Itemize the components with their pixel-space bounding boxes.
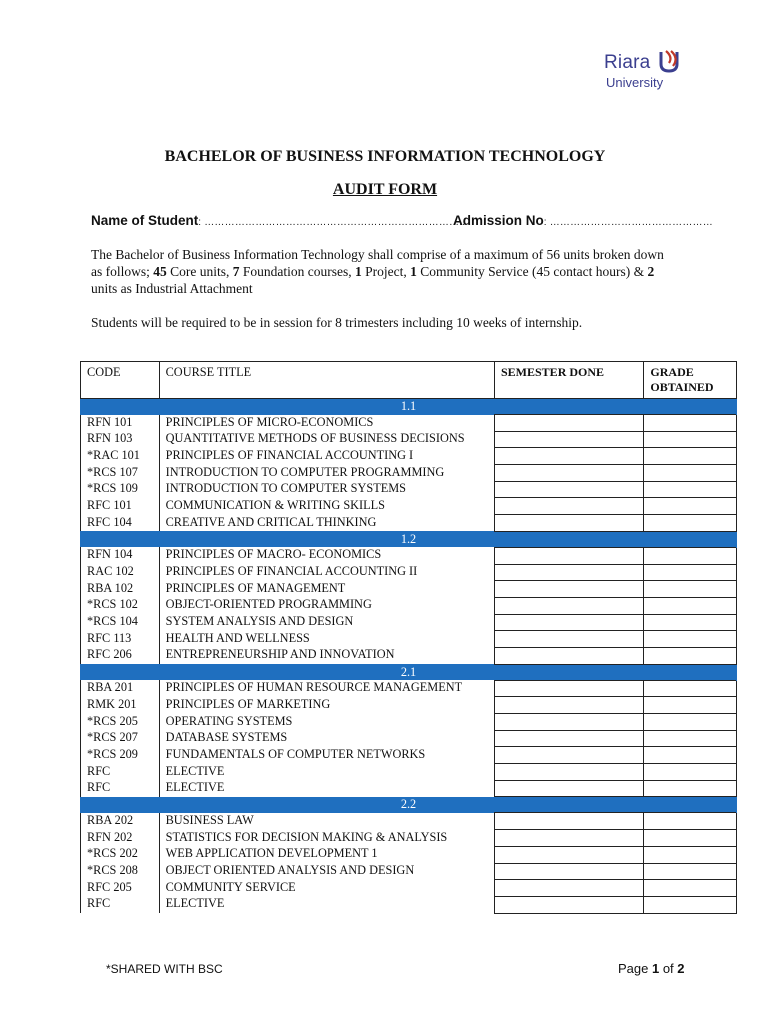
table-row	[81, 863, 737, 880]
page-number	[618, 961, 685, 976]
semester-done-cell[interactable]	[495, 465, 644, 482]
semester-done-cell[interactable]	[495, 614, 644, 631]
course-title: ELECTIVE	[159, 896, 494, 913]
section-2-1	[81, 664, 737, 797]
semester-done-cell[interactable]	[495, 498, 644, 515]
page-total: 2	[677, 961, 685, 976]
course-code: RBA 102	[81, 581, 160, 598]
section-1-1	[81, 399, 737, 532]
semester-label: 2.1	[81, 664, 737, 680]
intro-paragraph	[91, 246, 691, 297]
admission-no-label: Admission No	[453, 213, 544, 228]
course-code: RFC	[81, 896, 160, 913]
course-code: *RCS 104	[81, 614, 160, 631]
course-title: PRINCIPLES OF MACRO- ECONOMICS	[159, 547, 494, 564]
student-name-label: Name of Student	[91, 213, 199, 228]
intro-line-3: units as Industrial Attachment	[91, 281, 253, 296]
grade-obtained-cell[interactable]	[644, 747, 737, 764]
student-name-dots[interactable]: : …………………………………………………………………..	[198, 217, 466, 228]
semester-done-cell[interactable]	[495, 813, 644, 830]
course-title: PRINCIPLES OF MANAGEMENT	[159, 581, 494, 598]
semester-done-cell[interactable]	[495, 431, 644, 448]
course-title: ELECTIVE	[159, 764, 494, 781]
table-row	[81, 597, 737, 614]
semester-done-cell[interactable]	[495, 481, 644, 498]
semester-done-cell[interactable]	[495, 846, 644, 863]
table-row	[81, 846, 737, 863]
university-logo	[604, 46, 690, 96]
table-row	[81, 714, 737, 731]
community-count: 1	[410, 264, 417, 279]
grade-obtained-cell[interactable]	[644, 764, 737, 781]
header-code: CODE	[81, 362, 160, 399]
table-row	[81, 697, 737, 714]
table-row	[81, 896, 737, 913]
course-code: *RCS 102	[81, 597, 160, 614]
semester-done-cell[interactable]	[495, 764, 644, 781]
student-name-field[interactable]	[91, 213, 465, 228]
page-of: of	[659, 961, 678, 976]
table-row	[81, 830, 737, 847]
table-row	[81, 614, 737, 631]
logo-subtitle: University	[606, 75, 664, 90]
course-title: INTRODUCTION TO COMPUTER PROGRAMMING	[159, 465, 494, 482]
table-row	[81, 465, 737, 482]
foundation-count: 7	[232, 264, 240, 279]
course-title: SYSTEM ANALYSIS AND DESIGN	[159, 614, 494, 631]
table-row	[81, 780, 737, 797]
table-row	[81, 547, 737, 564]
logo-mark-icon	[657, 48, 683, 74]
table-row	[81, 481, 737, 498]
grade-obtained-cell[interactable]	[644, 581, 737, 598]
page-current: 1	[651, 961, 660, 976]
semester-done-cell[interactable]	[495, 730, 644, 747]
course-code: *RCS 208	[81, 863, 160, 880]
table-row	[81, 498, 737, 515]
table-row	[81, 764, 737, 781]
course-title: WEB APPLICATION DEVELOPMENT 1	[159, 846, 494, 863]
course-title: PRINCIPLES OF FINANCIAL ACCOUNTING II	[159, 564, 494, 581]
semester-done-cell[interactable]	[495, 896, 644, 913]
course-title: PRINCIPLES OF FINANCIAL ACCOUNTING I	[159, 448, 494, 465]
course-code: RFC 205	[81, 880, 160, 897]
course-title: FUNDAMENTALS OF COMPUTER NETWORKS	[159, 747, 494, 764]
grade-obtained-cell[interactable]	[644, 465, 737, 482]
semester-done-cell[interactable]	[495, 647, 644, 664]
course-code: *RCS 207	[81, 730, 160, 747]
grade-obtained-cell[interactable]	[644, 714, 737, 731]
table-row	[81, 813, 737, 830]
course-code: *RCS 109	[81, 481, 160, 498]
semester-done-cell[interactable]	[495, 631, 644, 648]
semester-done-cell[interactable]	[495, 747, 644, 764]
course-title: STATISTICS FOR DECISION MAKING & ANALYSIS	[159, 830, 494, 847]
course-title: CREATIVE AND CRITICAL THINKING	[159, 515, 494, 532]
course-code: RAC 102	[81, 564, 160, 581]
admission-no-field[interactable]	[453, 213, 713, 228]
semester-done-cell[interactable]	[495, 780, 644, 797]
grade-obtained-cell[interactable]	[644, 680, 737, 697]
intro-line-2-c: Project,	[361, 264, 411, 279]
table-row	[81, 730, 737, 747]
course-code: *RCS 202	[81, 846, 160, 863]
grade-obtained-cell[interactable]	[644, 564, 737, 581]
semester-done-cell[interactable]	[495, 581, 644, 598]
grade-obtained-cell[interactable]	[644, 597, 737, 614]
semester-done-cell[interactable]	[495, 597, 644, 614]
semester-label: 1.2	[81, 531, 737, 547]
course-code: *RCS 209	[81, 747, 160, 764]
semester-done-cell[interactable]	[495, 880, 644, 897]
audit-table	[80, 361, 737, 914]
industrial-count: 2	[647, 264, 655, 279]
course-code: RFC 104	[81, 515, 160, 532]
course-title: INTRODUCTION TO COMPUTER SYSTEMS	[159, 481, 494, 498]
course-title: DATABASE SYSTEMS	[159, 730, 494, 747]
grade-obtained-cell[interactable]	[644, 647, 737, 664]
session-paragraph: Students will be required to be in session for 8 trimesters including 10 weeks of internship.	[91, 315, 583, 330]
course-title: PRINCIPLES OF HUMAN RESOURCE MANAGEMENT	[159, 680, 494, 697]
form-title-text: AUDIT FORM	[332, 181, 438, 198]
grade-obtained-cell[interactable]	[644, 631, 737, 648]
semester-header-row	[81, 797, 737, 813]
course-title: COMMUNICATION & WRITING SKILLS	[159, 498, 494, 515]
course-code: *RCS 107	[81, 465, 160, 482]
header-course-title: COURSE TITLE	[159, 362, 494, 399]
semester-done-cell[interactable]	[495, 680, 644, 697]
grade-obtained-cell[interactable]	[644, 780, 737, 797]
core-units-count: 45	[153, 264, 167, 279]
course-title: BUSINESS LAW	[159, 813, 494, 830]
course-code: RFN 202	[81, 830, 160, 847]
course-code: RFC 113	[81, 631, 160, 648]
intro-line-2-a: Core units,	[166, 264, 233, 279]
form-title	[0, 181, 770, 199]
course-title: COMMUNITY SERVICE	[159, 880, 494, 897]
course-code: *RAC 101	[81, 448, 160, 465]
intro-line-2-pre: as follows;	[91, 264, 154, 279]
table-row	[81, 415, 737, 432]
course-title: PRINCIPLES OF MARKETING	[159, 697, 494, 714]
table-row	[81, 581, 737, 598]
header-semester-done: SEMESTER DONE	[495, 362, 644, 399]
table-row	[81, 647, 737, 664]
table-row	[81, 515, 737, 532]
semester-done-cell[interactable]	[495, 863, 644, 880]
table-row	[81, 880, 737, 897]
course-code: RFN 104	[81, 547, 160, 564]
semester-done-cell[interactable]	[495, 697, 644, 714]
course-code: RFC 101	[81, 498, 160, 515]
semester-header-row	[81, 531, 737, 547]
semester-done-cell[interactable]	[495, 448, 644, 465]
semester-done-cell[interactable]	[495, 415, 644, 432]
course-title: ELECTIVE	[159, 780, 494, 797]
table-row	[81, 747, 737, 764]
grade-obtained-cell[interactable]	[644, 498, 737, 515]
semester-done-cell[interactable]	[495, 515, 644, 532]
section-2-2	[81, 797, 737, 913]
grade-obtained-cell[interactable]	[644, 896, 737, 913]
semester-done-cell[interactable]	[495, 564, 644, 581]
semester-header-row	[81, 399, 737, 415]
table-row	[81, 564, 737, 581]
semester-label: 2.2	[81, 797, 737, 813]
semester-done-cell[interactable]	[495, 547, 644, 564]
grade-obtained-cell[interactable]	[644, 830, 737, 847]
project-count: 1	[355, 264, 362, 279]
section-1-2	[81, 531, 737, 664]
grade-obtained-cell[interactable]	[644, 614, 737, 631]
course-title: OBJECT ORIENTED ANALYSIS AND DESIGN	[159, 863, 494, 880]
admission-no-dots[interactable]: : …………………………………………	[543, 217, 713, 228]
table-row	[81, 431, 737, 448]
grade-obtained-cell[interactable]	[644, 481, 737, 498]
document-title: BACHELOR OF BUSINESS INFORMATION TECHNOLOGY	[164, 148, 606, 165]
header-grade-obtained: GRADE OBTAINED	[644, 362, 737, 399]
page-label: Page	[618, 961, 652, 976]
table-header-row	[81, 362, 737, 399]
course-title: HEALTH AND WELLNESS	[159, 631, 494, 648]
intro-line-2-d: Community Service (45 contact hours) &	[416, 264, 648, 279]
grade-obtained-cell[interactable]	[644, 880, 737, 897]
table-row	[81, 680, 737, 697]
semester-header-row	[81, 664, 737, 680]
course-code: RFC	[81, 780, 160, 797]
grade-obtained-cell[interactable]	[644, 730, 737, 747]
logo-name: Riara	[604, 52, 651, 73]
footer-note: *SHARED WITH BSC	[106, 962, 223, 976]
course-code: RFN 101	[81, 415, 160, 432]
course-code: *RCS 205	[81, 714, 160, 731]
grade-obtained-cell[interactable]	[644, 846, 737, 863]
course-code: RBA 202	[81, 813, 160, 830]
course-title: PRINCIPLES OF MICRO-ECONOMICS	[159, 415, 494, 432]
course-title: OBJECT-ORIENTED PROGRAMMING	[159, 597, 494, 614]
course-code: RMK 201	[81, 697, 160, 714]
grade-obtained-cell[interactable]	[644, 415, 737, 432]
semester-label: 1.1	[81, 399, 737, 415]
grade-obtained-cell[interactable]	[644, 863, 737, 880]
course-title: ENTREPRENEURSHIP AND INNOVATION	[159, 647, 494, 664]
course-code: RFN 103	[81, 431, 160, 448]
intro-line-1: The Bachelor of Business Information Technology shall comprise of a maximum of 56 units broken down	[91, 247, 664, 262]
grade-obtained-cell[interactable]	[644, 813, 737, 830]
table-row	[81, 631, 737, 648]
grade-obtained-cell[interactable]	[644, 431, 737, 448]
intro-line-2-b: Foundation courses,	[239, 264, 355, 279]
grade-obtained-cell[interactable]	[644, 448, 737, 465]
course-title: QUANTITATIVE METHODS OF BUSINESS DECISIONS	[159, 431, 494, 448]
course-code: RFC 206	[81, 647, 160, 664]
grade-obtained-cell[interactable]	[644, 697, 737, 714]
semester-done-cell[interactable]	[495, 830, 644, 847]
course-code: RFC	[81, 764, 160, 781]
table-row	[81, 448, 737, 465]
semester-done-cell[interactable]	[495, 714, 644, 731]
grade-obtained-cell[interactable]	[644, 547, 737, 564]
course-code: RBA 201	[81, 680, 160, 697]
grade-obtained-cell[interactable]	[644, 515, 737, 532]
course-title: OPERATING SYSTEMS	[159, 714, 494, 731]
